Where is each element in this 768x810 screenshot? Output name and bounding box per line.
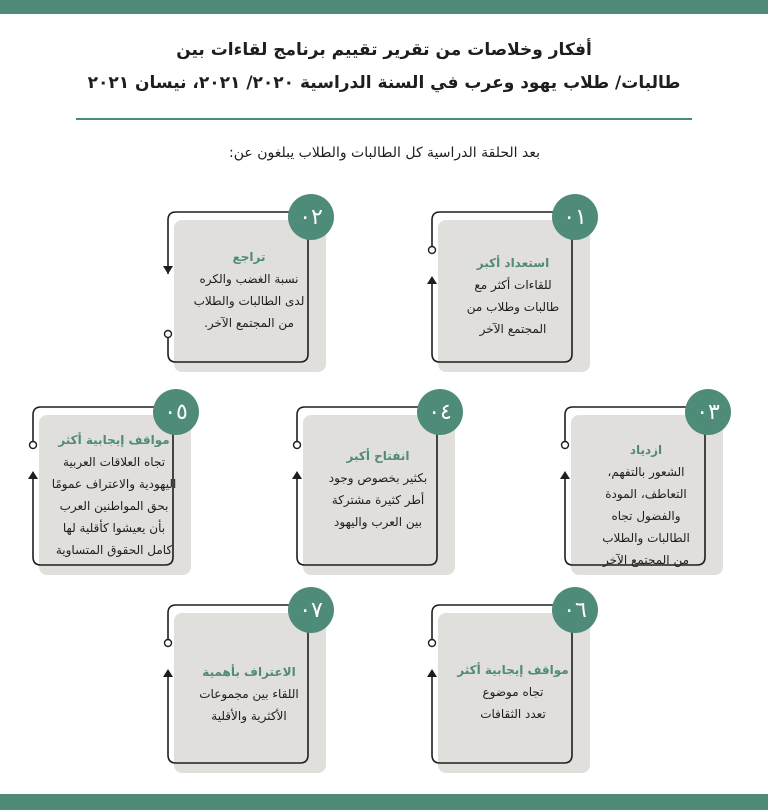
finding-card <box>168 593 328 783</box>
card-number-badge: ٠٣ <box>685 389 731 435</box>
card-text-line: التعاطف، المودة <box>605 487 687 501</box>
card-text-line: اليهودية والاعتراف عمومًا <box>51 477 177 491</box>
arrow-up-icon <box>427 276 437 284</box>
title-line-2: طالبات/ طلاب يهود وعرب في السنة الدراسية ٢٠٢٠/ ٢٠٢١، نيسان ٢٠٢١ <box>87 73 681 93</box>
card-heading: تراجع <box>232 250 266 264</box>
card-heading: ازدياد <box>629 443 663 457</box>
arrow-down-icon <box>163 266 173 274</box>
card-number-badge: ٠٤ <box>417 389 463 435</box>
page-title <box>60 34 708 100</box>
card-text-line: أطر كثيرة مشتركة <box>331 493 425 507</box>
arrow-up-icon <box>560 471 570 479</box>
path-start-marker-icon <box>165 640 172 647</box>
card-text-line: تجاه موضوع <box>482 685 544 699</box>
card-heading: مواقف إيجابية أكثر <box>58 433 170 447</box>
bottom-accent-bar <box>0 794 768 810</box>
card-text-line: كامل الحقوق المتساوية <box>55 543 173 557</box>
title-line-1: أفكار وخلاصات من تقرير تقييم برنامج لقاءات بين <box>176 40 592 60</box>
card-text-line: الطالبات والطلاب <box>602 531 690 545</box>
card-text-line: نسبة الغضب والكره <box>199 272 299 286</box>
card-text-line: المجتمع الآخر <box>479 322 547 336</box>
card-text-line: طالبات وطلاب من <box>466 300 560 314</box>
path-start-marker-icon <box>562 442 569 449</box>
title-divider <box>76 118 692 120</box>
card-number-badge: ٠٢ <box>288 194 334 240</box>
card-content <box>43 429 185 561</box>
finding-card <box>297 395 457 585</box>
card-number-badge: ٠١ <box>552 194 598 240</box>
card-text-line: بكثير بخصوص وجود <box>328 471 428 485</box>
card-content <box>442 659 584 725</box>
card-content <box>307 445 449 533</box>
finding-card <box>168 200 328 382</box>
finding-card <box>33 395 193 585</box>
intro-text: بعد الحلقة الدراسية كل الطالبات والطلاب يبلغون عن: <box>229 145 540 161</box>
card-content <box>575 439 717 571</box>
card-number-badge: ٠٦ <box>552 587 598 633</box>
arrow-up-icon <box>163 669 173 677</box>
card-text-line: والفضول تجاه <box>611 509 681 523</box>
path-start-marker-icon <box>165 331 172 338</box>
arrow-up-icon <box>292 471 302 479</box>
card-text-line: لدى الطالبات والطلاب <box>193 294 305 308</box>
path-start-marker-icon <box>30 442 37 449</box>
card-text-line: من المجتمع الآخر. <box>204 316 294 330</box>
top-accent-bar <box>0 0 768 14</box>
card-text-line: بين العرب واليهود <box>334 515 422 529</box>
card-heading: استعداد أكبر <box>476 256 550 270</box>
card-heading: الاعتراف بأهمية <box>202 665 296 679</box>
card-text-line: تعدد الثقافات <box>480 707 546 721</box>
card-text-line: بأن يعيشوا كأقلية لها <box>62 521 166 535</box>
path-start-marker-icon <box>294 442 301 449</box>
card-text-line: تجاه العلاقات العربية <box>62 455 166 469</box>
finding-card <box>432 593 592 783</box>
card-heading: مواقف إيجابية أكثر <box>457 663 569 677</box>
path-start-marker-icon <box>429 640 436 647</box>
card-text-line: بحق المواطنين العرب <box>59 499 169 513</box>
card-text-line: الشعور بالتفهم، <box>607 465 685 479</box>
card-text-line: من المجتمع الآخر <box>602 553 690 567</box>
card-content <box>178 661 320 727</box>
card-text-line: للقاءات أكثر مع <box>474 278 552 292</box>
card-content <box>178 246 320 334</box>
card-number-badge: ٠٥ <box>153 389 199 435</box>
card-text-line: اللقاء بين مجموعات <box>199 687 299 701</box>
finding-card <box>432 200 592 382</box>
card-number-badge: ٠٧ <box>288 587 334 633</box>
path-start-marker-icon <box>429 247 436 254</box>
arrow-up-icon <box>427 669 437 677</box>
card-heading: انفتاح أكبر <box>346 449 410 463</box>
finding-card <box>565 395 725 585</box>
card-text-line: الأكثرية والأقلية <box>211 709 287 723</box>
arrow-up-icon <box>28 471 38 479</box>
card-content <box>442 252 584 340</box>
